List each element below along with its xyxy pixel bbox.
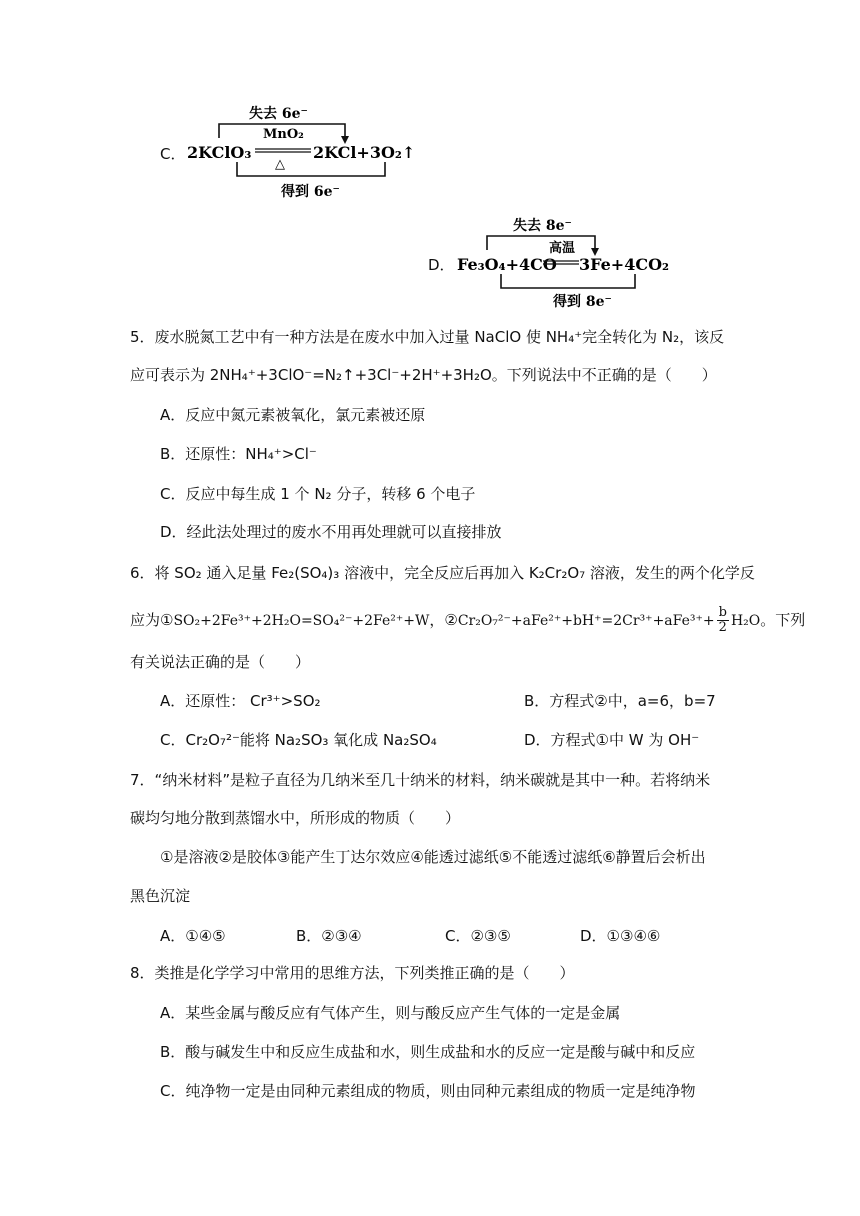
q5-option-c: C．反应中每生成 1 个 N₂ 分子，转移 6 个电子 (160, 485, 476, 503)
q8-option-b: B．酸与碱发生中和反应生成盐和水，则生成盐和水的反应一定是酸与碱中和反应 (160, 1043, 696, 1061)
q7-stem-line2: 碳均匀地分散到蒸馏水中，所形成的物质（ ） (130, 809, 461, 827)
q6-option-b: B．方程式②中，a=6，b=7 (524, 692, 716, 710)
d-lose-label: 失去 8e⁻ (513, 218, 572, 234)
q5-option-a: A．反应中氮元素被氧化，氯元素被还原 (160, 406, 426, 424)
q5-option-d: D．经此法处理过的废水不用再处理就可以直接排放 (160, 523, 502, 541)
q4-option-d-diagram (455, 212, 675, 312)
q7-stem-line1: 7．“纳米材料”是粒子直径为几纳米至几十纳米的材料，纳米碳就是其中一种。若将纳米 (130, 771, 711, 789)
c-heat: △ (275, 157, 285, 172)
q7-option-c: C．②③⑤ (445, 927, 511, 945)
d-left-side: Fe₃O₄+4CO (457, 255, 557, 274)
q7-option-a: A．①④⑤ (160, 927, 226, 945)
q7-stem-line4: 黑色沉淀 (130, 887, 191, 905)
d-condition: 高温 (549, 241, 576, 256)
q7-stem-line3: ①是溶液②是胶体③能产生丁达尔效应④能透过滤纸⑤不能透过滤纸⑥静置后会析出 (160, 848, 706, 866)
q6-stem-line3: 有关说法正确的是（ ） (130, 653, 311, 671)
d-gain-bracket (501, 274, 635, 288)
q8-stem-line1: 8．类推是化学学习中常用的思维方法，下列类推正确的是（ ） (130, 964, 575, 982)
q6-option-d: D．方程式①中 W 为 OH⁻ (524, 731, 700, 749)
q7-option-d: D．①③④⑥ (580, 927, 661, 945)
q5-option-b: B．还原性：NH₄⁺>Cl⁻ (160, 445, 317, 463)
d-right-side: 3Fe+4CO₂ (579, 255, 670, 274)
d-lose-arrow (487, 236, 595, 252)
q4-option-c-diagram (185, 100, 425, 200)
q5-stem-line1: 5．废水脱氮工艺中有一种方法是在废水中加入过量 NaClO 使 NH₄⁺完全转化为 N₂，该反 (130, 328, 725, 346)
c-right-side: 2KCl+3O₂↑ (313, 143, 416, 162)
q6-stem-line2: 应为①SO₂+2Fe³⁺+2H₂O=SO₄²⁻+2Fe²⁺+W，②Cr₂O₇²⁻+aFe²⁺+bH⁺=2Cr³⁺+aFe³⁺+ $\frac{b}{2}$ H₂O。下列 (130, 605, 806, 635)
c-left-side: 2KClO₃ (187, 143, 252, 162)
c-gain-label: 得到 6e⁻ (281, 184, 340, 200)
c-lose-label: 失去 6e⁻ (249, 106, 308, 122)
q6-equation-2: Cr₂O₇²⁻+aFe²⁺+bH⁺=2Cr³⁺+aFe³⁺+ (457, 613, 715, 629)
q6-option-c: C．Cr₂O₇²⁻能将 Na₂SO₃ 氧化成 Na₂SO₄ (160, 731, 437, 749)
q6-option-a: A．还原性： Cr³⁺>SO₂ (160, 692, 321, 710)
q6-fraction: $\frac{b}{2}$ (718, 605, 727, 635)
q8-option-c: C．纯净物一定是由同种元素组成的物质，则由同种元素组成的物质一定是纯净物 (160, 1082, 696, 1100)
q4-option-c-label: C． (160, 145, 186, 163)
q6-stem-line1: 6．将 SO₂ 通入足量 Fe₂(SO₄)₃ 溶液中，完全反应后再加入 K₂Cr₂O₇ 溶液，发生的两个化学反 (130, 564, 755, 582)
d-gain-label: 得到 8e⁻ (553, 294, 612, 310)
q8-option-a: A．某些金属与酸反应有气体产生，则与酸反应产生气体的一定是金属 (160, 1004, 621, 1022)
q5-stem-line2: 应可表示为 2NH₄⁺+3ClO⁻=N₂↑+3Cl⁻+2H⁺+3H₂O。下列说法中不正确的是（ ） (130, 366, 717, 384)
q4-option-d-label: D． (428, 256, 455, 274)
c-catalyst: MnO₂ (263, 127, 304, 142)
q6-equation-1: SO₂+2Fe³⁺+2H₂O=SO₄²⁻+2Fe²⁺+W (173, 613, 430, 629)
q7-option-b: B．②③④ (296, 927, 362, 945)
c-gain-bracket (237, 162, 385, 176)
